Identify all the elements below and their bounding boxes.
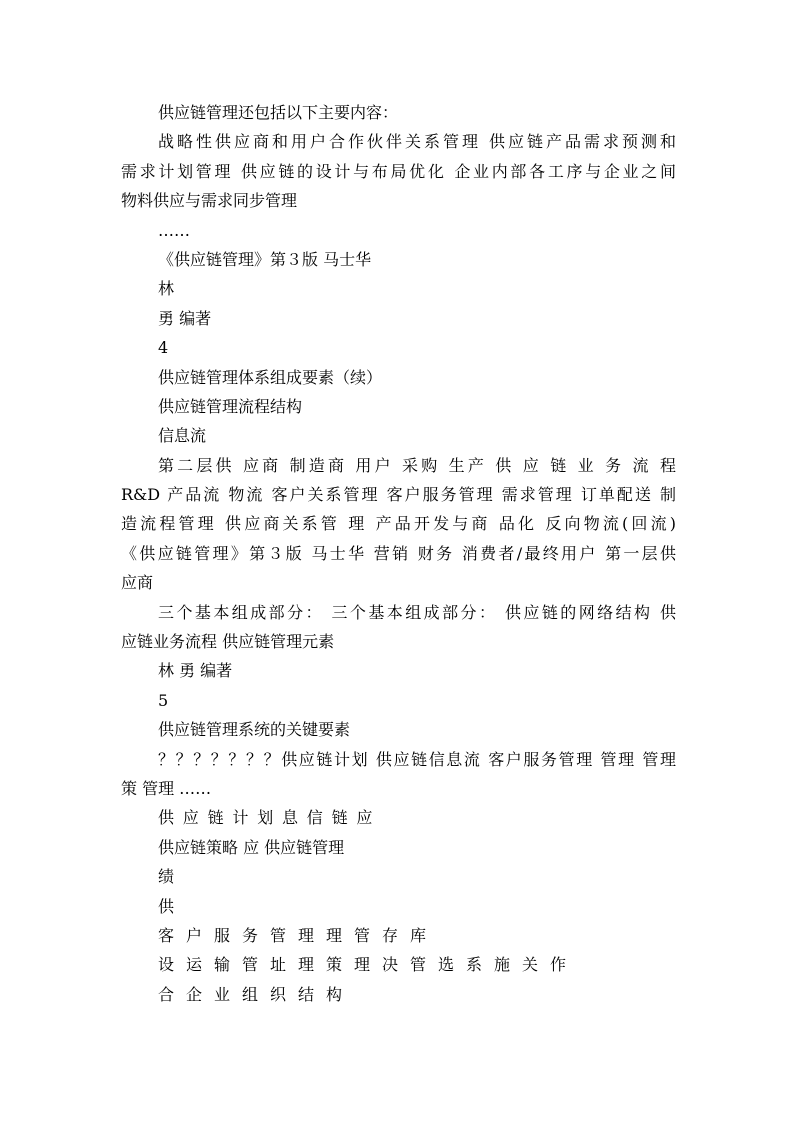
text-line: ？？？？？？？供应链计划 供应链信息流 客户服务管理 管理 管理 (158, 749, 676, 769)
text-line: …… (158, 220, 190, 240)
text-line: 三个基本组成部分： 三个基本组成部分： 供应链的网络结构 供 (158, 602, 676, 622)
text-line: 《供应链管理》第３版 马士华 营销 财务 消费者/最终用户 第一层供 (121, 543, 676, 563)
text-line: 客户服务管理理管存库 (158, 925, 439, 945)
text-line: 供应链管理体系组成要素（续） (158, 367, 383, 387)
text-line: 4 (158, 338, 169, 358)
text-line: 战略性供应商和用户合作伙伴关系管理 供应链产品需求预测和 (158, 132, 676, 152)
text-line: 供 (158, 896, 175, 916)
text-line: 策 管理 …… (121, 778, 212, 798)
text-line: 供应链策略 应 供应链管理 (158, 837, 345, 857)
text-line: 勇 编著 (158, 308, 212, 328)
text-line: 信息流 (158, 426, 207, 446)
text-line: 合企业组织结构 (158, 984, 355, 1004)
text-line: 供应链管理流程结构 (158, 396, 303, 416)
document-page (121, 98, 676, 1009)
text-line: 造流程管理 供应商关系管 理 产品开发与商 品化 反向物流(回流) (121, 514, 676, 534)
text-line: 供应链管理还包括以下主要内容： (158, 103, 399, 122)
text-line: 5 (158, 690, 169, 710)
text-line: 需求计划管理 供应链的设计与布局优化 企业内部各工序与企业之间 (121, 161, 676, 181)
text-line: 应链业务流程 供应链管理元素 (121, 632, 335, 652)
text-line: 设运输管址理策理决管选系施关作 (158, 955, 579, 975)
text-line: 林 勇 编著 (158, 661, 233, 681)
text-line: 《供应链管理》第３版 马士华 (158, 249, 372, 269)
text-line: 应商 (121, 573, 154, 593)
text-line: 林 (158, 279, 175, 299)
text-line: 供应链计划息信链应 (158, 808, 382, 828)
text-line: 绩 (158, 867, 175, 887)
text-line: 第二层供 应商 制造商 用户 采购 生产 供 应 链 业 务 流 程 (158, 455, 676, 475)
text-line: 供应链管理系统的关键要素 (158, 720, 351, 740)
text-line: R&D 产品流 物流 客户关系管理 客户服务管理 需求管理 订单配送 制 (121, 485, 676, 505)
text-line: 物料供应与需求同步管理 (121, 191, 298, 211)
